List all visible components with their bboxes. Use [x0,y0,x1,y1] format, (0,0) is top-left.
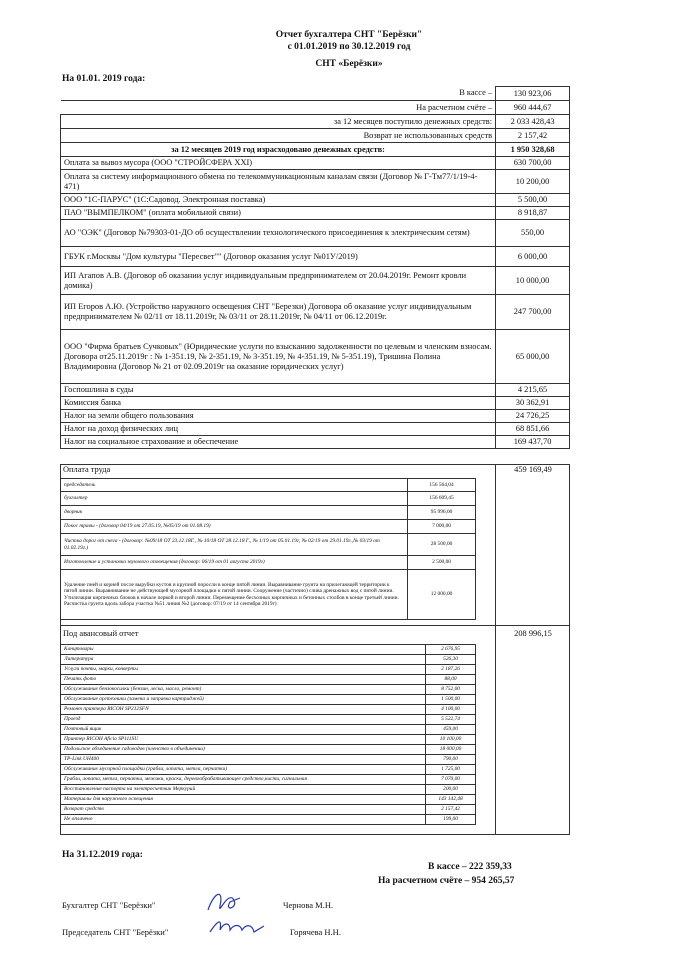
salary-item-label: Удаление пней и корней после вырубки кустов и крупной поросли в конце пятой линии. Выравнивание грунта на прилегающей территории к пятой линии. Выравнивание не действующей мусорной площадки к пятой линии. Сооружение (частично) слива дренажных вод с пятой линии. Утилизация кирпичных блоков в начале первой и второй линии. Перемещение бесхозных кирпичных и бетонных столбов в конце третьей линии. Расчистка грунта вдоль забора участка №51 линия №2 (договор: 07/19 от 14 сентября 2019г) [61,570,408,620]
accountant-name: Чернова М.Н. [283,900,334,910]
summary-value: 2 033 428,43 [496,115,570,129]
expense-label: АО "ОЭК" (Договор №79303-01-ДО об осуществлении технологического присоединения к электрическим сетям) [61,220,496,247]
advance-item-value: 8 752,00 [426,685,476,695]
report-title: Отчет бухгалтера СНТ "Берёзки" [275,30,423,40]
salary-item-label: Изготовление и установка звукового оповещения (договор: 06/19 от 01 августа 2019г) [61,556,408,570]
advance-item-value: 88,00 [426,675,476,685]
advance-item-label: Проезд [61,715,426,725]
accountant-role: Бухгалтер СНТ "Берёзки" [62,900,156,910]
advance-item-label: Услуги почты, марки, конверты [61,665,426,675]
expense-label: Комиссия банка [61,397,496,410]
expense-label: Оплата за систему информационного обмена по телекоммуникационным каналам связи (Договор № Г-Тм77/1/19-4-471) [61,170,496,194]
summary-label: Возврат не использованных средств [61,129,496,143]
summary-row-total [61,143,570,157]
advance-label: Под авансовый отчет [63,629,139,638]
salary-item-value: 28 500,00 [408,534,476,556]
salary-item-label: дворник [61,506,408,520]
salary-item-value: 156 609,45 [408,492,476,506]
summary-label: На расчетном счёте – [61,101,496,115]
advance-item-value: 790,00 [426,755,476,765]
expense-value: 68 851,66 [496,423,570,436]
salary-value: 459 169,49 [514,465,552,474]
org-name: СНТ «Берёзки» [315,59,383,69]
advance-item-label: Ремонт принтера RICOH SP212SFN [61,705,426,715]
salary-item-label: Чистка дорог от снега - (договор: №09/18 ОТ 23.12.18Г., № 10/18 ОТ 28.12.18 Г., № 1/19 от 05.01.19г, № 02/19 от 29.01.19г.,№ 03/19 от 01.02.19г.) [61,534,408,556]
end-cash: В кассе – 222 359,33 [428,862,512,872]
expense-value: 65 000,00 [496,330,570,384]
advance-item-value: 2 676,95 [426,645,476,655]
advance-item-value: 4 100,00 [426,705,476,715]
advance-item-label: Литература [61,655,426,665]
report-period: с 01.01.2019 по 30.12.2019 год [287,42,411,52]
salary-items [60,478,476,620]
salary-item-value: 2 500,00 [408,556,476,570]
advance-item-value: 5 522,74 [426,715,476,725]
advance-item-label: Подольское объединение садоводов (членство в объединении) [61,745,426,755]
advance-value: 208 996,15 [514,629,552,638]
salary-item-label: председатель [61,479,408,492]
chairman-signature [210,922,264,932]
expenses-table [60,156,570,449]
summary-value: 960 444,67 [496,101,570,115]
summary-label: за 12 месяцев 2019 год израсходовано денежных средств: [61,143,496,157]
advance-item-value: 143 142,48 [426,795,476,805]
expense-value: 6 000,00 [496,247,570,267]
expense-label: ИП Агапов А.В. (Договор об оказании услуг индивидуальным предпринимателем от 20.04.2019г. Ремонт кровли домика) [61,267,496,295]
expense-label: Налог на земли общего пользования [61,410,496,423]
summary-row [61,115,570,129]
advance-item-label: TP-Link UH400 [61,755,426,765]
expense-label: ГБУК г.Москвы "Дом культуры "Пересвет"" (Договор оказания услуг №01У/2019) [61,247,496,267]
summary-value: 2 157,42 [496,129,570,143]
advance-item-value: 2 157,42 [426,805,476,815]
summary-row [61,101,570,115]
advance-item-value: 7 070,00 [426,775,476,785]
expense-label: Налог на социальное страхование и обеспечение [61,436,496,449]
expense-label: ПАО "ВЫМПЕЛКОМ" (оплата мобильной связи) [61,207,496,220]
salary-item-value: 12 000,00 [408,570,476,620]
advance-item-label: Возврат средств [61,805,426,815]
summary-label: за 12 месяцев поступило денежных средств: [61,115,496,129]
advance-item-value: 2 187,26 [426,665,476,675]
summary-table [60,86,570,157]
salary-item-label: Покос травы - (договор 04/19 от 27.05.19, №05/19 от 01.08.19) [61,520,408,534]
expense-value: 10 000,00 [496,267,570,295]
advance-item-value: 1 500,00 [426,695,476,705]
summary-value: 130 923,06 [496,87,570,101]
advance-item-value: 459,00 [426,725,476,735]
expense-label: Оплата за вывоз мусора (ООО "СТРОЙСФЕРА XXI) [61,157,496,170]
advance-item-label: Восстановление паспорта на электросчетчик Меркурий [61,785,426,795]
expense-value: 10 200,00 [496,170,570,194]
salary-item-label: бухгалтер [61,492,408,506]
advance-item-value: 18 000,00 [426,745,476,755]
advance-item-label: Обслуживание бензокосилки (бензин, леска, масло, ремонт) [61,685,426,695]
salary-item-value: 7 000,00 [408,520,476,534]
advance-item-label: Почтовый ящик [61,725,426,735]
end-account: На расчетном счёте – 954 265,57 [378,876,515,886]
summary-value: 1 950 328,68 [496,143,570,157]
accountant-signature [208,894,240,910]
advance-item-label: Канцтовары [61,645,426,655]
expense-label: ООО "1С-ПАРУС" (1С:Садовод. Электронная поставка) [61,194,496,207]
chairman-name: Горячева Н.Н. [290,927,341,937]
advance-item-label: Обслуживание оргтехники (замена и заправка картриджей) [61,695,426,705]
expense-label: ООО "Фирма братьев Сучковых" (Юридические услуги по взысканию задолженности по целевым и членским взносам. Договора от25.11.2019г : № 1-351.19, № 2-351.19, № 3-351.19, № 4-351.19, № 5-351.19), Тришина Полина Владимировна (Договор № 21 от 02.09.2019г на оказание юридических услуг) [61,330,496,384]
end-date-label: На 31.12.2019 года: [62,850,143,860]
expense-value: 30 362,91 [496,397,570,410]
salary-divider [495,464,496,625]
chairman-role: Председатель СНТ "Берёзки" [62,927,169,937]
expense-value: 24 726,25 [496,410,570,423]
summary-label: В кассе – [61,87,496,101]
salary-item-value: 156 564,04 [408,479,476,492]
salary-label: Оплата труда [63,465,111,474]
expense-label: ИП Егоров А.Ю. (Устройство наружного освещения СНТ "Березки) Договора об оказание услуг индивидуальным предпринимателем № 02/11 от 18.11.2019г, № 03/11 от 28.11.2019г, № 04/11 от 06.12.2019г. [61,295,496,330]
expense-label: Госпошлина в суды [61,384,496,397]
advance-item-label: Печать фото [61,675,426,685]
advance-item-label: Материалы для наружного освещения [61,795,426,805]
expense-value: 630 700,00 [496,157,570,170]
expense-value: 8 918,87 [496,207,570,220]
expense-value: 247 700,00 [496,295,570,330]
advance-items [60,644,476,825]
advance-divider [495,625,496,834]
expense-label: Налог на доход физических лиц [61,423,496,436]
advance-item-label: Обслуживание мусорной площадки (грабли, лопата, метла, перчатки) [61,765,426,775]
expense-value: 550,00 [496,220,570,247]
advance-item-value: 200,00 [426,785,476,795]
advance-item-value: 10 100,00 [426,735,476,745]
advance-item-value: 199,00 [426,815,476,825]
expense-value: 169 437,70 [496,436,570,449]
expense-value: 4 215,65 [496,384,570,397]
salary-item-value: 95 996,00 [408,506,476,520]
signatures-handwritten [200,880,280,942]
summary-row [61,129,570,143]
advance-item-value: 1 725,00 [426,765,476,775]
advance-item-label: Принтер RICOH Aficio SP111SU [61,735,426,745]
advance-item-label: Грабли, лопата, метла, перчатки, межики, краска, деревообрабатывающее средство,кисти, сигнальная [61,775,426,785]
summary-row [61,87,570,101]
advance-item-label: Не оплачено [61,815,426,825]
expense-value: 5 500,00 [496,194,570,207]
start-date-label: На 01.01. 2019 года: [62,74,146,84]
advance-item-value: 526,30 [426,655,476,665]
